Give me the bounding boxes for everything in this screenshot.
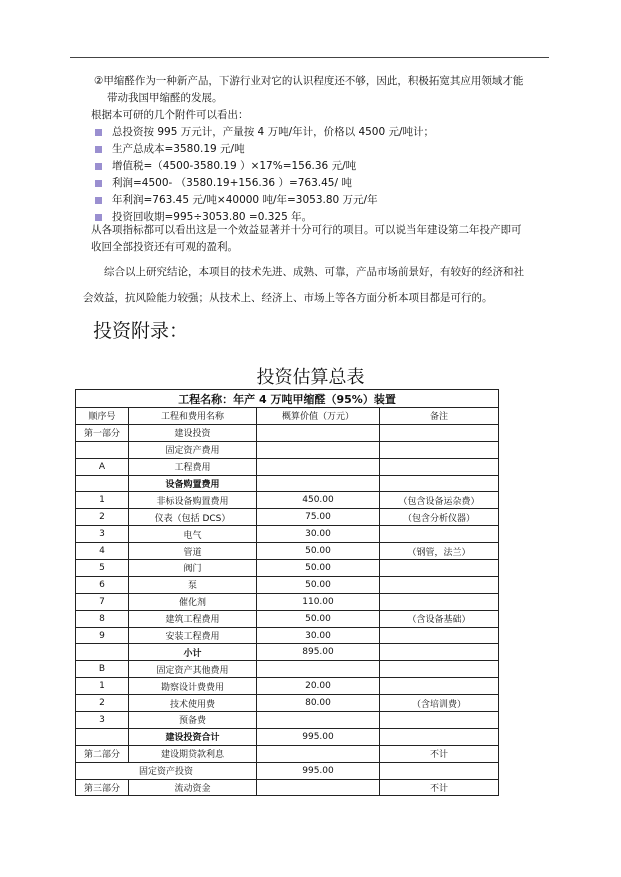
- table-cell: [380, 644, 499, 661]
- table-cell: [257, 745, 380, 762]
- table-cell: （包含设备运杂费）: [380, 492, 499, 509]
- table-row: [76, 745, 499, 762]
- table-cell: 预备费: [129, 712, 257, 729]
- table-row: [76, 458, 499, 475]
- table-row: [76, 728, 499, 745]
- intro-line-1: ②甲缩醛作为一种新产品，下游行业对它的认识程度还不够，因此，积极拓宽其应用领域才能: [94, 75, 524, 87]
- conclusion-line-2: 会效益，抗风险能力较强；从技术上、经济上、市场上等各方面分析本项目都是可行的。: [83, 292, 493, 304]
- table-row: [76, 526, 499, 543]
- table-cell: [76, 441, 129, 458]
- table-row: [76, 678, 499, 695]
- bullet-icon: [95, 146, 102, 153]
- bullet-icon: [95, 180, 102, 187]
- table-cell: 电气: [129, 526, 257, 543]
- header-cell: 工程和费用名称: [129, 408, 257, 425]
- bullet-text: 生产总成本=3580.19 元/吨: [112, 143, 245, 155]
- table-cell: 895.00: [257, 644, 380, 661]
- table-cell: 第二部分: [76, 745, 129, 762]
- header-cell: 备注: [380, 408, 499, 425]
- table-cell: 流动资金: [129, 779, 257, 796]
- bullet-icon: [95, 163, 102, 170]
- table-cell: 安装工程费用: [129, 627, 257, 644]
- table-cell: 管道: [129, 543, 257, 560]
- table-cell: [257, 441, 380, 458]
- table-cell: 995.00: [257, 762, 380, 779]
- bullet-icon: [95, 197, 102, 204]
- table-cell: 催化剂: [129, 593, 257, 610]
- summary-line-1: 从各项指标都可以看出这是一个效益显著并十分可行的项目。可以说当年建设第二年投产即可: [91, 224, 522, 236]
- table-cell: [380, 661, 499, 678]
- table-cell: 技术使用费: [129, 695, 257, 712]
- table-cell: [380, 424, 499, 441]
- table-cell: 7: [76, 593, 129, 610]
- table-cell: 5: [76, 560, 129, 577]
- table-cell: [380, 475, 499, 492]
- table-cell: [257, 458, 380, 475]
- table-cell: 设备购置费用: [129, 475, 257, 492]
- bullet-text: 年利润=763.45 元/吨×40000 吨/年=3053.80 万元/年: [112, 194, 378, 206]
- table-cell: 3: [76, 712, 129, 729]
- table-row: [76, 661, 499, 678]
- table-cell: 小计: [129, 644, 257, 661]
- table-cell: 50.00: [257, 543, 380, 560]
- bullet-text: 增值税=（4500-3580.19 ）×17%=156.36 元/吨: [112, 160, 357, 172]
- header-cell: 概算价值（万元）: [257, 408, 380, 425]
- table-cell: [380, 728, 499, 745]
- table-cell: 阀门: [129, 560, 257, 577]
- table-row: [76, 576, 499, 593]
- bullet-text: 总投资按 995 万元计，产量按 4 万吨/年计，价格以 4500 元/吨计；: [112, 126, 435, 138]
- table-cell: 20.00: [257, 678, 380, 695]
- table-cell: 50.00: [257, 610, 380, 627]
- table-cell: 995.00: [257, 728, 380, 745]
- table-cell: （含设备基础）: [380, 610, 499, 627]
- table-row: [76, 695, 499, 712]
- table-cell: 80.00: [257, 695, 380, 712]
- table-cell: 不计: [380, 745, 499, 762]
- table-caption: 工程名称：年产 4 万吨甲缩醛（95%）装置: [76, 390, 499, 408]
- table-cell: [380, 526, 499, 543]
- table-cell: 9: [76, 627, 129, 644]
- table-cell: [257, 779, 380, 796]
- bullet-icon: [95, 129, 102, 136]
- table-row: [76, 509, 499, 526]
- table-header-row: [76, 408, 499, 425]
- table-title: 投资估算总表: [256, 367, 365, 388]
- table-cell: 固定资产投资: [76, 762, 257, 779]
- table-row: [76, 712, 499, 729]
- table-cell: [257, 712, 380, 729]
- table-cell: [380, 627, 499, 644]
- table-cell: 工程费用: [129, 458, 257, 475]
- table-cell: 建筑工程费用: [129, 610, 257, 627]
- table-cell: [76, 644, 129, 661]
- table-cell: 固定资产其他费用: [129, 661, 257, 678]
- table-cell: 30.00: [257, 627, 380, 644]
- table-cell: 仪表（包括 DCS）: [129, 509, 257, 526]
- table-cell: 110.00: [257, 593, 380, 610]
- table-cell: 第一部分: [76, 424, 129, 441]
- bullet-text: 利润=4500- （3580.19+156.36 ）=763.45/ 吨: [112, 177, 352, 189]
- table-cell: [380, 560, 499, 577]
- table-cell: 固定资产费用: [129, 441, 257, 458]
- table-row: [76, 610, 499, 627]
- table-cell: 30.00: [257, 526, 380, 543]
- table-cell: A: [76, 458, 129, 475]
- table-cell: [380, 712, 499, 729]
- table-cell: [257, 661, 380, 678]
- header-cell: 顺序号: [76, 408, 129, 425]
- table-row: [76, 644, 499, 661]
- table-cell: [380, 678, 499, 695]
- table-cell: 非标设备购置费用: [129, 492, 257, 509]
- table-cell: 2: [76, 695, 129, 712]
- table-cell: B: [76, 661, 129, 678]
- table-cell: 4: [76, 543, 129, 560]
- table-cell: [257, 424, 380, 441]
- table-cell: （钢管，法兰）: [380, 543, 499, 560]
- table-caption-row: [76, 390, 499, 408]
- table-cell: 6: [76, 576, 129, 593]
- bullet-text: 投资回收期=995÷3053.80 =0.325 年。: [112, 211, 313, 223]
- table-cell: 8: [76, 610, 129, 627]
- table-cell: 泵: [129, 576, 257, 593]
- table-cell: 建设投资合计: [129, 728, 257, 745]
- table-row: [76, 475, 499, 492]
- table-cell: 450.00: [257, 492, 380, 509]
- table-cell: [257, 475, 380, 492]
- table-cell: （含培训费）: [380, 695, 499, 712]
- intro-line-2: 带动我国甲缩醛的发展。: [107, 92, 223, 104]
- table-cell: （包含分析仪器）: [380, 509, 499, 526]
- table-cell: 第三部分: [76, 779, 129, 796]
- table-cell: [380, 458, 499, 475]
- table-cell: 1: [76, 678, 129, 695]
- table-cell: 1: [76, 492, 129, 509]
- intro-line-3: 根据本可研的几个附件可以看出：: [91, 109, 249, 121]
- table-cell: [380, 593, 499, 610]
- table-cell: 不计: [380, 779, 499, 796]
- investment-table: [75, 389, 499, 796]
- table-row: [76, 424, 499, 441]
- table-cell: 建设期贷款利息: [129, 745, 257, 762]
- table-row: [76, 779, 499, 796]
- conclusion-line-1: 综合以上研究结论，本项目的技术先进、成熟、可靠，产品市场前景好，有较好的经济和社: [104, 266, 524, 278]
- header-rule: [70, 57, 549, 58]
- table-row: [76, 593, 499, 610]
- table-cell: [76, 475, 129, 492]
- table-cell: 2: [76, 509, 129, 526]
- appendix-heading: 投资附录：: [93, 320, 189, 342]
- bullet-icon: [95, 214, 102, 221]
- table-cell: 建设投资: [129, 424, 257, 441]
- table-row: [76, 560, 499, 577]
- table-row: [76, 627, 499, 644]
- table-cell: [76, 728, 129, 745]
- table-cell: 50.00: [257, 576, 380, 593]
- table-row: [76, 543, 499, 560]
- table-cell: [380, 576, 499, 593]
- table-cell: 勘察设计费费用: [129, 678, 257, 695]
- table-cell: 3: [76, 526, 129, 543]
- table-cell: [380, 762, 499, 779]
- summary-line-2: 收回全部投资还有可观的盈利。: [91, 241, 238, 253]
- table-row: [76, 441, 499, 458]
- table-cell: 75.00: [257, 509, 380, 526]
- table-row: [76, 762, 499, 779]
- table-cell: 50.00: [257, 560, 380, 577]
- table-row: [76, 492, 499, 509]
- table-cell: [380, 441, 499, 458]
